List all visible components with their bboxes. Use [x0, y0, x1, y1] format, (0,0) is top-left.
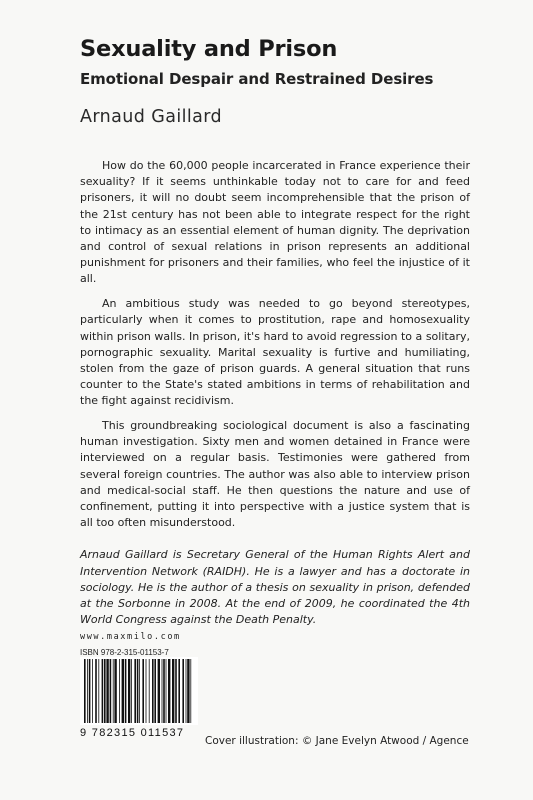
- barcode-bar: [110, 659, 112, 723]
- barcode-bar: [139, 659, 140, 723]
- barcode-bar: [168, 659, 170, 723]
- barcode-bar: [152, 659, 154, 723]
- barcode-bar: [166, 659, 167, 723]
- barcode-bar: [128, 659, 130, 723]
- barcode-bar: [163, 659, 165, 723]
- barcode-bar: [158, 659, 160, 723]
- barcode-bar: [106, 659, 108, 723]
- barcode-number: 9 782315 011537: [80, 727, 185, 739]
- book-title: Sexuality and Prison: [80, 36, 338, 62]
- barcode-bar: [131, 659, 132, 723]
- isbn-label: ISBN 978-2-315-01153-7: [80, 648, 169, 657]
- barcode-icon: [80, 657, 198, 725]
- barcode-bar: [137, 659, 139, 723]
- barcode-bar: [172, 659, 174, 723]
- barcode-bar: [114, 659, 116, 723]
- blurb: [80, 158, 470, 637]
- publisher-website: www.maxmilo.com: [80, 632, 181, 642]
- barcode-bar: [92, 659, 93, 723]
- barcode-bar: [125, 659, 127, 723]
- barcode-bar: [84, 659, 86, 723]
- barcode-bar: [162, 659, 163, 723]
- barcode-bar: [186, 659, 187, 723]
- cover-credit: Cover illustration: © Jane Evelyn Atwood / Agence: [205, 735, 469, 747]
- barcode-bar: [119, 659, 120, 723]
- barcode-bar: [87, 659, 88, 723]
- barcode-bar: [149, 659, 150, 723]
- barcode-bar: [182, 659, 184, 723]
- barcode-bar: [154, 659, 156, 723]
- author-name: Arnaud Gaillard: [80, 107, 223, 127]
- blurb-paragraph: An ambitious study was needed to go beyond stereotypes, particularly when it comes to prostitution, rape and homosexuality within prison walls. In prison, it's hard to avoid regression to a solitary, pornographic sexuality. Marital sexuality is furtive and humiliating, stolen from the gaze of prison guards. A general situation that runs counter to the State's stated ambitions in terms of rehabilitation and the fight against recidivism.: [80, 297, 470, 408]
- barcode: [80, 657, 198, 725]
- barcode-bar: [89, 659, 91, 723]
- barcode-bar: [178, 659, 180, 723]
- header: [80, 35, 510, 128]
- blurb-paragraph: This groundbreaking sociological document is also a fascinating human investigation. Sixty men and women detained in France were interviewed on a regular basis. Testimonies were gathered from several foreign countries. The author was also able to interview prison and medical-social staff. He then questions the nature and use of confinement, putting it into perspective with a justice system that is all too often misunderstood.: [80, 419, 470, 530]
- publisher-info: [80, 632, 510, 657]
- barcode-bar: [146, 659, 147, 723]
- barcode-bar: [102, 659, 104, 723]
- book-subtitle: Emotional Despair and Restrained Desires: [80, 70, 434, 88]
- barcode-bar: [104, 659, 106, 723]
- barcode-bar: [190, 659, 191, 723]
- blurb-paragraph: How do the 60,000 people incarcerated in France experience their sexuality? If it seems unthinkable today not to care for and feed prisoners, it will no doubt seem incomprehensible that the prison of the 21st century has not been able to integrate respect for the right to intimacy as an essential element of human dignity. The deprivation and control of sexual relations in prison represents an additional punishment for prisoners and their families, who feel the injustice of it all.: [80, 159, 470, 286]
- barcode-bar: [98, 659, 99, 723]
- barcode-bar: [175, 659, 177, 723]
- barcode-bar: [95, 659, 97, 723]
- barcode-bar: [187, 659, 189, 723]
- author-bio: Arnaud Gaillard is Secretary General of the Human Rights Alert and Intervention Network (RAIDH). He is a lawyer and has a doctorate in sociology. He is the author of a thesis on sexuality in prison, defended at the Sorbonne in 2008. At the end of 2009, he coordinated the 4th World Congress against the Death Penalty.: [80, 548, 470, 627]
- barcode-bar: [142, 659, 144, 723]
- barcode-bar: [122, 659, 124, 723]
- barcode-bar: [134, 659, 136, 723]
- barcode-bar: [113, 659, 114, 723]
